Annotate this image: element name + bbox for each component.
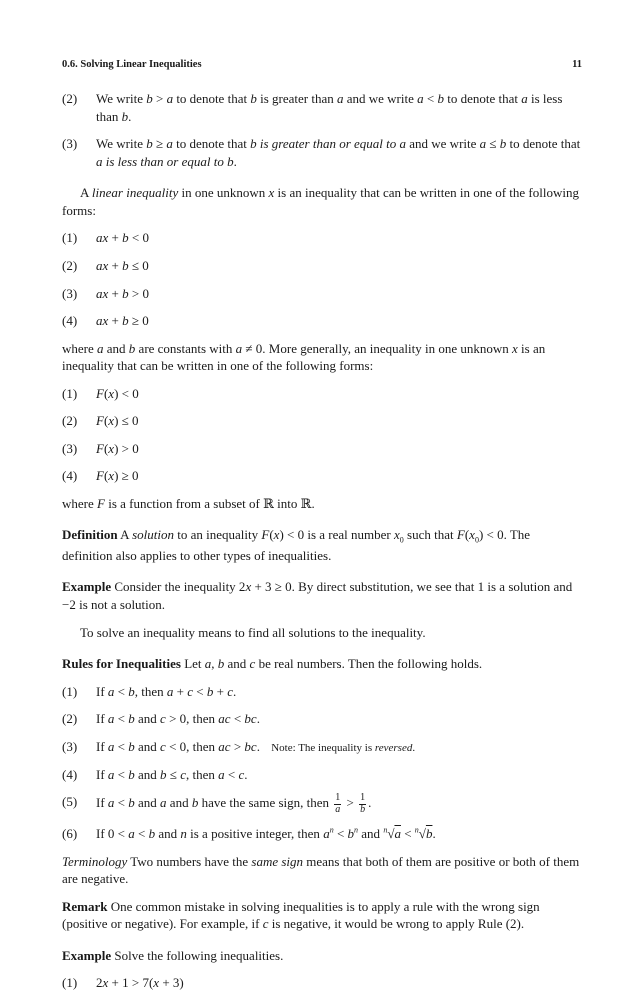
definition-block (62, 526, 582, 564)
list-item-number: (2) (62, 258, 78, 273)
list-item-number: (1) (62, 230, 78, 246)
list-item (62, 683, 582, 701)
list-item (62, 385, 582, 403)
list-item (62, 738, 582, 756)
example-block (62, 578, 582, 613)
definition-label: Definition (62, 527, 118, 543)
definition-text: A solution to an inequality F(x) < 0 is a real number $x_0$ such that $F(x_0) < 0$. The definition also applies to other types of inequalities. (62, 527, 531, 563)
rules-heading-block (62, 655, 582, 673)
linear-forms-list (62, 229, 582, 329)
list-item (62, 766, 582, 784)
list-item-number: (3) (62, 440, 78, 456)
document-page (62, 58, 582, 1002)
list-item-number: (4) (62, 313, 78, 329)
list-item-number: (1) (62, 975, 78, 991)
list-item-text: F(x) < 0 (96, 385, 139, 401)
list-item-text: ax + b ≤ 0 (96, 258, 149, 273)
list-item (62, 467, 582, 485)
example2-text: Solve the following inequalities. (114, 947, 284, 963)
list-item-text: F(x) ≤ 0 (96, 413, 139, 429)
list-item-number: (1) (62, 683, 78, 699)
list-item-text: F(x) ≥ 0 (96, 468, 139, 484)
linear-inequality-paragraph: A linear inequality in one unknown x is an inequality that can be written in one of the following forms: (62, 185, 579, 218)
terminology-label: Terminology (62, 853, 128, 869)
list-item-text: If a < b and c > 0, then ac < bc. (96, 711, 260, 727)
list-item-number: (6) (62, 826, 78, 842)
list-item (62, 285, 582, 303)
list-item-text: If a < b, then a + c < b + c. (96, 683, 237, 699)
example-text: Consider the inequality 2x + 3 ≥ 0. By direct substitution, we see that 1 is a solution and −2 is not a solution. (62, 579, 573, 612)
list-item-text: ax + b < 0 (96, 230, 149, 246)
rules-label: Rules for Inequalities (62, 656, 181, 672)
terminology-block (62, 853, 582, 888)
list-item (62, 135, 582, 170)
list-item-number: (5) (62, 794, 78, 810)
list-item-number: (4) (62, 468, 78, 484)
terminology-text: Two numbers have the same sign means that both of them are positive or both of them are negative. (62, 853, 580, 887)
example-label: Example (62, 579, 112, 595)
example2-block (62, 947, 582, 965)
general-forms-list (62, 385, 582, 485)
list-item-text: If 0 < a < b and n is a positive integer, then $a^n < b^n$ and $^n$√a < $^n$√b. (96, 825, 436, 842)
list-item-text: F(x) > 0 (96, 440, 139, 456)
example2-label: Example (62, 947, 112, 963)
notation-list (62, 90, 582, 170)
rules-intro: Let a, b and c be real numbers. Then the following holds. (184, 656, 483, 672)
list-item (62, 257, 582, 275)
list-item (62, 825, 582, 843)
list-item-number: (2) (62, 711, 78, 727)
list-item-text: If a < b and b ≤ c, then a < c. (96, 766, 248, 782)
list-item (62, 710, 582, 728)
example2-list (62, 974, 582, 992)
list-item (62, 974, 582, 992)
list-item (62, 312, 582, 330)
rules-list (62, 683, 582, 843)
list-item-number: (3) (62, 136, 78, 152)
list-item-text: We write b ≥ a to denote that b is greater than or equal to a and we write a ≤ b to denote that a is less than or equal to b. (96, 136, 581, 169)
list-item-text: If a < b and c < 0, then ac > bc. Note: The inequality is reversed. (96, 738, 416, 754)
list-item-text: If a < b and a and b have the same sign, then $\frac{1}{a}$ > $\frac{1}{b}$ . (96, 792, 372, 815)
section-title: 0.6. Solving Linear Inequalities (62, 59, 202, 70)
page-number: 11 (572, 59, 582, 70)
remark-label: Remark (62, 898, 108, 914)
list-item-number: (4) (62, 766, 78, 782)
list-item (62, 793, 582, 815)
list-item-number: (3) (62, 738, 78, 754)
list-item (62, 412, 582, 430)
list-item-number: (2) (62, 413, 78, 429)
remark-text: One common mistake in solving inequalities is to apply a rule with the wrong sign (positive or negative). For example, if c is negative, it would be wrong to apply Rule (2). (62, 898, 540, 932)
list-item (62, 440, 582, 458)
list-item-number: (1) (62, 385, 78, 401)
list-item-text: We write b > a to denote that b is greater than a and we write a < b to denote that a is less than b. (96, 91, 563, 124)
solve-paragraph: To solve an inequality means to find all solutions to the inequality. (80, 624, 426, 640)
list-item-number: (2) (62, 91, 78, 107)
general-inequality-paragraph: where a and b are constants with a ≠ 0. More generally, an inequality in one unknown x is an inequality that can be written in one of the following forms: (62, 340, 546, 374)
function-paragraph: where F is a function from a subset of ℝ into ℝ. (62, 495, 315, 511)
list-item-text: 2x + 1 > 7(x + 3) (96, 975, 184, 991)
list-item (62, 229, 582, 247)
list-item (62, 90, 582, 125)
list-item-number: (3) (62, 285, 78, 301)
list-item-text: ax + b > 0 (96, 285, 149, 301)
list-item-text: ax + b ≥ 0 (96, 313, 149, 329)
running-header (62, 58, 582, 72)
